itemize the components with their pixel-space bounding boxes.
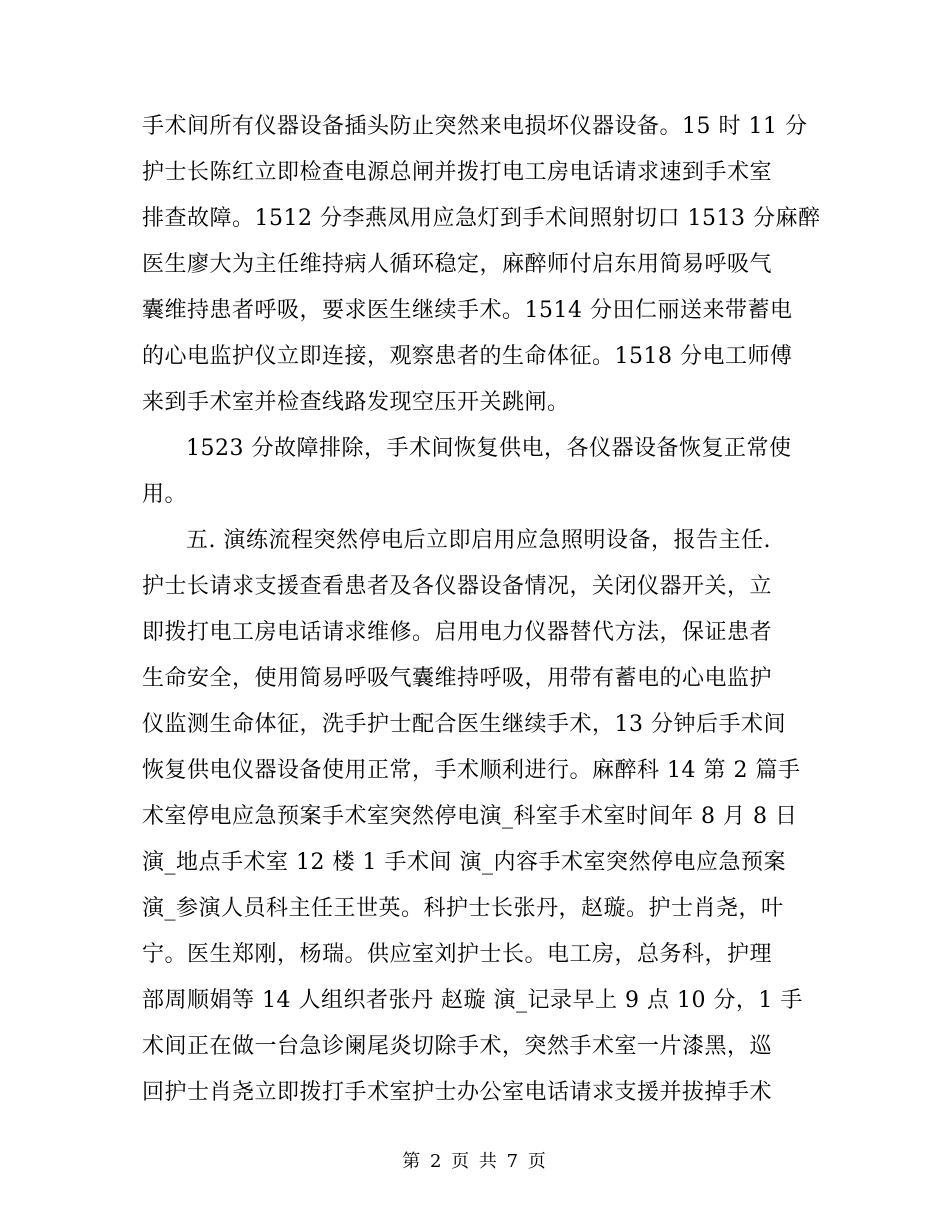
text-line: 即拨打电工房电话请求维修。启用电力仪器替代方法，保证患者	[142, 620, 773, 645]
text-line: 宁。医生郑刚，杨瑞。供应室刘护士长。电工房，总务科，护理	[142, 942, 773, 967]
text-line-paragraph-start: 1523 分故障排除，手术间恢复供电，各仪器设备恢复正常使	[186, 436, 792, 461]
page-number-footer: 第 2 页 共 7 页	[402, 1151, 548, 1172]
text-line: 护士长请求支援查看患者及各仪器设备情况，关闭仪器开关，立	[142, 574, 773, 599]
text-line: 囊维持患者呼吸，要求医生继续手术。1514 分田仁丽送来带蓄电	[142, 298, 793, 323]
text-line: 部周顺娟等 14 人组织者张丹 赵璇 演_记录早上 9 点 10 分，1 手	[142, 988, 803, 1013]
text-line: 医生廖大为主任维持病人循环稳定，麻醉师付启东用简易呼吸气	[142, 252, 773, 277]
document-body	[142, 104, 821, 1116]
text-line: 演_参演人员科主任王世英。科护士长张丹，赵璇。护士肖尧，叶	[142, 896, 784, 921]
text-line: 演_地点手术室 12 楼 1 手术间 演_内容手术室突然停电应急预案	[142, 850, 786, 875]
text-line: 用。	[142, 482, 188, 507]
text-line-paragraph-start: 五. 演练流程突然停电后立即启用应急照明设备，报告主任.	[186, 528, 771, 553]
text-line: 术间正在做一台急诊阑尾炎切除手术，突然手术室一片漆黑，巡	[142, 1034, 773, 1059]
text-line: 回护士肖尧立即拨打手术室护士办公室电话请求支援并拔掉手术	[142, 1080, 773, 1105]
text-line: 恢复供电仪器设备使用正常，手术顺利进行。麻醉科 14 第 2 篇手	[142, 758, 801, 783]
text-line: 护士长陈红立即检查电源总闸并拨打电工房电话请求速到手术室	[142, 160, 773, 185]
text-line: 的心电监护仪立即连接，观察患者的生命体征。1518 分电工师傅	[142, 344, 793, 369]
text-line: 排查故障。1512 分李燕凤用应急灯到手术间照射切口 1513 分麻醉	[142, 206, 821, 231]
text-line: 术室停电应急预案手术室突然停电演_科室手术室时间年 8 月 8 日	[142, 804, 798, 829]
text-line: 手术间所有仪器设备插头防止突然来电损坏仪器设备。15 时 11 分	[142, 114, 808, 139]
text-line: 生命安全，使用简易呼吸气囊维持呼吸，用带有蓄电的心电监护	[142, 666, 773, 691]
text-line: 来到手术室并检查线路发现空压开关跳闸。	[142, 390, 570, 415]
text-line: 仪监测生命体征，洗手护士配合医生继续手术，13 分钟后手术间	[142, 712, 786, 737]
